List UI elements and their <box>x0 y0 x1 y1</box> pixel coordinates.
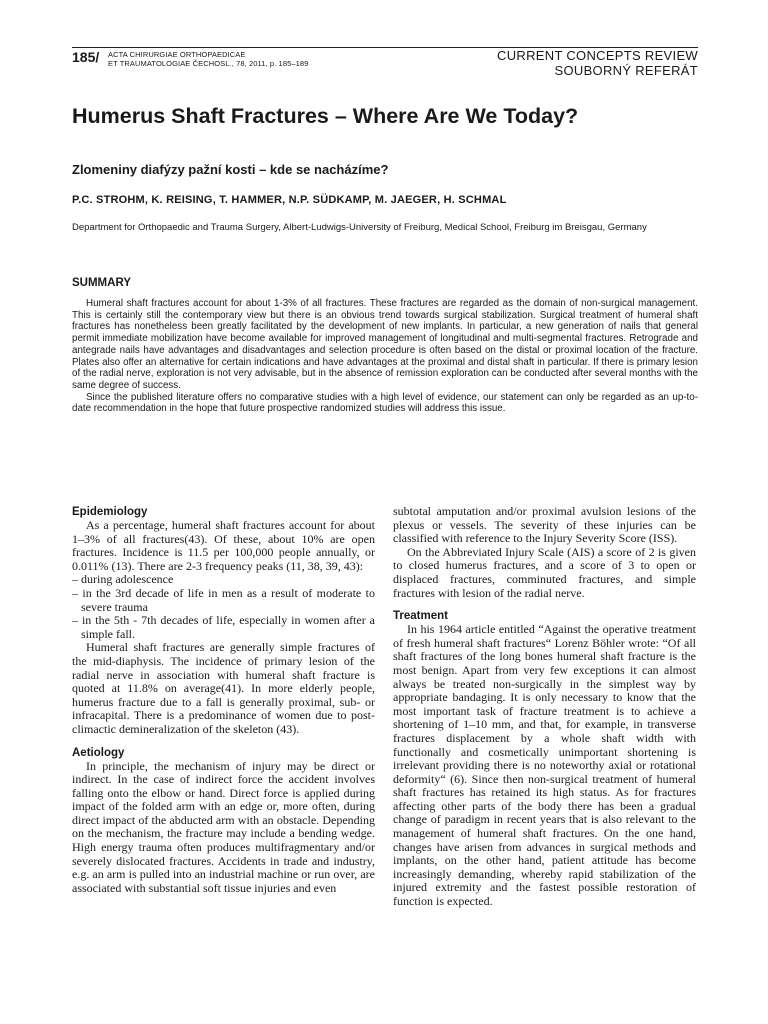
epidemiology-heading: Epidemiology <box>72 506 148 518</box>
treatment-heading: Treatment <box>393 610 448 623</box>
page-number: 185/ <box>72 49 100 65</box>
body-paragraph: subtotal amputation and/or proximal avulsion lesions of the plexus or vessels. The severity of these injuries can be classified with reference to the Injury Severity Score (ISS). <box>393 504 696 546</box>
summary-heading: SUMMARY <box>72 277 131 289</box>
left-column <box>72 505 375 895</box>
article-title: Humerus Shaft Fractures – Where Are We Today? <box>72 104 579 128</box>
affiliation: Department for Orthopaedic and Trauma Surgery, Albert-Ludwigs-University of Freiburg, Medical School, Freiburg im Breisgau, Germany <box>72 222 647 233</box>
body-paragraph: In principle, the mechanism of injury may be direct or indirect. In the case of indirect force the accident involves falling onto the elbow or hand. Direct force is applied during impact of the folded arm with an edge or, more often, during direct impact of the abducted arm with an obstacle. Depending on the mechanism, the fracture may include a bending wedge. High energy trauma often produces multifragmentary and/or severely dislocated fractures. Accidents in trade and industry, e.g. an arm is pulled into an industrial machine or run over, are associated with substantial soft tissue injuries and even <box>72 758 375 895</box>
aetiology-heading: Aetiology <box>72 746 125 759</box>
list-item: – in the 3rd decade of life in men as a result of moderate to severe trauma <box>72 585 375 614</box>
author-list: P.C. STROHM, K. REISING, T. HAMMER, N.P. SÜDKAMP, M. JAEGER, H. SCHMAL <box>72 194 507 206</box>
summary-paragraph: Humeral shaft fractures account for about 1-3% of all fractures. These fractures are regarded as the domain of non-surgical management. This is certainly still the contemporary view but there is an obvious trend towards surgical stabilization. Surgical treatment of humeral shaft fractures has nonetheless been greatly facilitated by the development of new implants. In particular, a new generation of nails that general permit immediate mobilization have become available for improved management of longitudinal and multi-segmental fractures. Retrograde and antegrade nails have advantages and disadvantages and selection procedure is often based on the distal or proximal location of the fracture. Plates also offer an alternative for certain indications and have advantages at the proximal and distal shaft in particular. If there is primary lesion of the radial nerve, exploration is not very advisable, but in the absence of remission exploration can be conducted after several months with the same degree of success. <box>72 298 698 391</box>
summary-paragraph: Since the published literature offers no comparative studies with a high level of evidence, our statement can only be regarded as an up-to-date recommendation in the hope that future prospective randomized studies will address this issue. <box>72 391 698 415</box>
body-paragraph: In his 1964 article entitled “Against the operative treatment of fresh humeral shaft fractures“ Lorenz Böhler wrote: “Of all shaft fractures of the long bones humeral shaft fracture is the most benign. Apart from very few exceptions it can almost always be treated non-surgically in the simplest way by appropriate bandaging. It is only necessary to know that the most important task of fracture treatment is to achieve a shortening of 1–10 mm, and that, for example, in transverse fractures displacement by a whole shaft width with functionally and cosmetically unimportant shortening is irrelevant providing there is no noteworthy axial or rotational deformity“ (6). Since then non-surgical treatment of humeral shaft fractures has retained its high status. As for fractures affecting other parts of the body there has been a gradual change of paradigm in recent years that is also relevant to the management of humeral shaft fractures. On the one hand, changes have arisen from advances in surgical methods and implants, on the other hand, patient attitude has become increasingly demanding, whereby rapid stabilization of the injured extremity and the fastest possible restoration of function is expected. <box>393 622 696 909</box>
journal-citation <box>108 50 308 68</box>
article-subtitle: Zlomeniny diafýzy pažní kosti – kde se nacházíme? <box>72 162 389 177</box>
journal-line-2: ET TRAUMATOLOGIAE ČECHOSL., 78, 2011, p. 185–189 <box>108 59 309 68</box>
list-item: – during adolescence <box>72 572 174 587</box>
right-column <box>393 505 696 909</box>
body-paragraph: On the Abbreviated Injury Scale (AIS) a score of 2 is given to closed humerus fractures, and a score of 3 to open or displaced fractures, comminuted fractures, and simple fractures with lesion of the radial nerve. <box>393 544 696 600</box>
frequency-peaks-list <box>72 573 375 641</box>
body-paragraph: As a percentage, humeral shaft fractures account for about 1–3% of all fractures(43). Of these, about 10% are open fractures. Incidence is 11.5 per 100,000 people annually, or 0.011% (13). There are 2-3 frequency peaks (11, 38, 39, 43): <box>72 518 375 573</box>
body-paragraph: Humeral shaft fractures are generally simple fractures of the mid-diaphysis. The incidence of primary lesion of the radial nerve in association with humeral shaft fracture is quoted at 11.8% on average(41). In more elderly people, humerus fracture due to a fall is generally proximal, sub- or infracapital. There is a predominance of women due to post-climactic demineralization of the skeleton (43). <box>72 640 375 736</box>
journal-line-1: ACTA CHIRURGIAE ORTHOPAEDICAE <box>108 50 246 59</box>
section-type-cz: SOUBORNÝ REFERÁT <box>554 63 698 78</box>
list-item: – in the 5th - 7th decades of life, especially in women after a simple fall. <box>72 613 375 641</box>
section-type-en: CURRENT CONCEPTS REVIEW <box>497 48 698 63</box>
section-type <box>497 48 698 78</box>
summary-body <box>72 298 698 415</box>
